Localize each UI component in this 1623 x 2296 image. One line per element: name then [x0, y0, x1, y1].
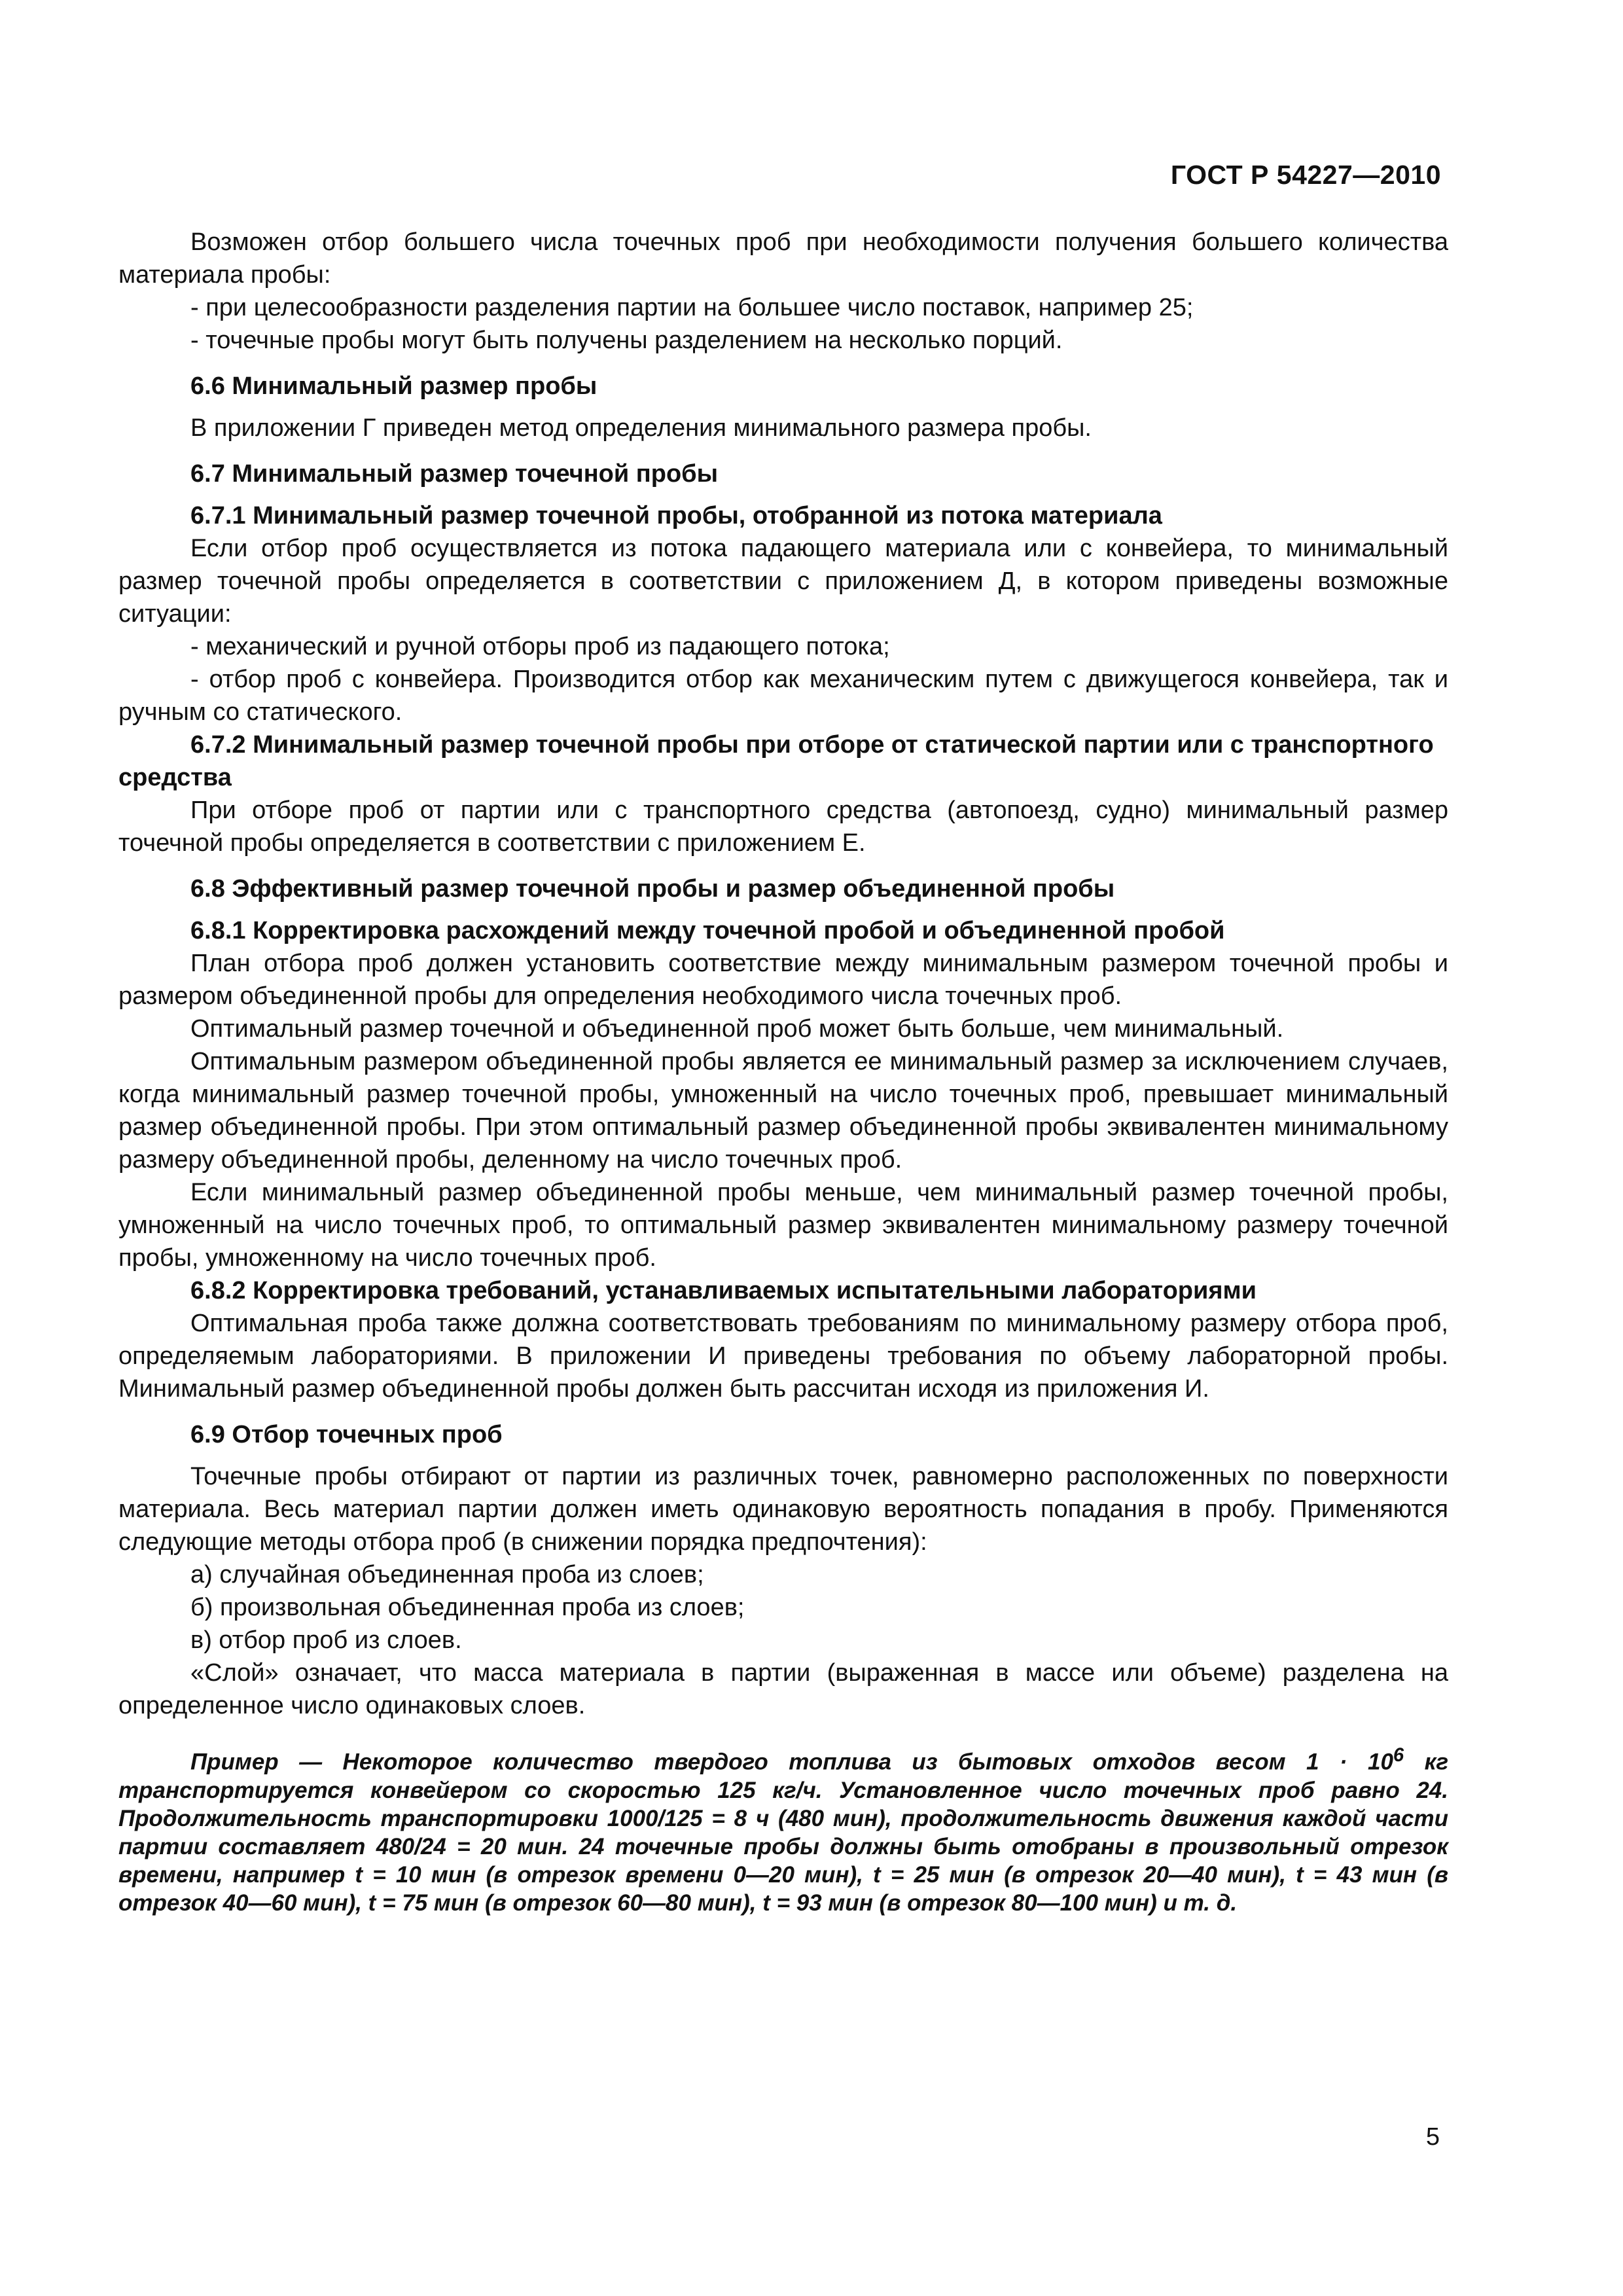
sampling-method-item: в) отбор проб из слоев. — [190, 1626, 462, 1654]
section-6-8-1-paragraph: План отбора проб должен установить соответствие между минимальным размером точечной пробы и размером объединенной пробы для определения необходимого числа точечных проб. — [118, 950, 1448, 1010]
section-heading-6-6: 6.6 Минимальный размер пробы — [190, 372, 597, 400]
sampling-method-item: б) произвольная объединенная проба из слоев; — [190, 1594, 745, 1621]
section-6-8-2-text: Оптимальная проба также должна соответствовать требованиям по минимальному размеру отбора проб, определяемым лабораториями. В приложении И приведены требования по объему лабораторной пробы. Минимальный размер объединенной пробы должен быть рассчитан исходя из приложения И. — [118, 1310, 1448, 1403]
layer-definition: «Слой» означает, что масса материала в партии (выраженная в массе или объеме) разделена на определенное число одинаковых слоев. — [118, 1659, 1448, 1719]
section-6-7-1-text: Если отбор проб осуществляется из потока падающего материала или с конвейера, то минимальный размер точечной пробы определяется в соответствии с приложением Д, в котором приведены возможные ситуации: — [118, 535, 1448, 628]
example-text-end: кг транспортируется конвейером со скоростью 125 кг/ч. Установленное число точечных проб равно 24. Продолжительность транспортировки 1000/125 = 8 ч (480 мин), продолжительность движения каждой части партии составляет 480/24 = 20 мин. 24 точечные пробы должны быть отобраны в произвольный отрезок времени, например t = 10 мин (в отрезок времени 0—20 мин), t = 25 мин (в отрезок 20—40 мин), t = 43 мин (в отрезок 40—60 мин), t = 75 мин (в отрезок 60—80 мин), t = 93 мин (в отрезок 80—100 мин) и т. д. — [118, 1749, 1448, 1916]
sampling-method-item: а) случайная объединенная проба из слоев; — [190, 1561, 704, 1588]
section-6-8-1-paragraph: Оптимальным размером объединенной пробы является ее минимальный размер за исключением случаев, когда минимальный размер точечной пробы, умноженный на число точечных проб, превышает минимальный размер объединенной пробы. При этом оптимальный размер объединенной пробы эквивалентен минимальному размеру объединенной пробы, деленному на число точечных проб. — [118, 1048, 1448, 1174]
section-6-7-1-list-item: - отбор проб с конвейера. Производится отбор как механическим путем с движущегося конвейера, так и ручным со статического. — [118, 666, 1448, 726]
section-heading-6-8-1: 6.8.1 Корректировка расхождений между точечной пробой и объединенной пробой — [190, 917, 1225, 944]
section-6-8-1-paragraph: Если минимальный размер объединенной пробы меньше, чем минимальный размер точечной пробы, умноженный на число точечных проб, то оптимальный размер эквивалентен минимальному размеру точечной пробы, умноженному на число точечных проб. — [118, 1179, 1448, 1272]
section-heading-6-9: 6.9 Отбор точечных проб — [190, 1421, 503, 1448]
page-number: 5 — [1425, 2123, 1440, 2151]
intro-list-item: - при целесообразности разделения партии на большее число поставок, например 25; — [190, 294, 1194, 321]
intro-list-item: - точечные пробы могут быть получены разделением на несколько порций. — [190, 327, 1063, 354]
section-6-9-text: Точечные пробы отбирают от партии из различных точек, равномерно расположенных по поверхности материала. Весь материал партии должен иметь одинаковую вероятность попадания в пробу. Применяются следующие методы отбора проб (в снижении порядка предпочтения): — [118, 1463, 1448, 1556]
section-heading-6-8-2: 6.8.2 Корректировка требований, устанавливаемых испытательными лабораториями — [190, 1277, 1257, 1304]
section-6-6-text: В приложении Г приведен метод определения минимального размера пробы. — [190, 414, 1092, 442]
example-note — [118, 1742, 1448, 1917]
page-body — [118, 226, 1448, 1917]
section-6-8-1-paragraph: Оптимальный размер точечной и объединенной проб может быть больше, чем минимальный. — [190, 1015, 1284, 1043]
section-heading-6-8: 6.8 Эффективный размер точечной пробы и размер объединенной пробы — [190, 875, 1115, 903]
section-6-7-1-list-item: - механический и ручной отборы проб из падающего потока; — [190, 633, 890, 660]
section-6-7-2-text: При отборе проб от партии или с транспортного средства (автопоезд, судно) минимальный размер точечной пробы определяется в соответствии с приложением Е. — [118, 797, 1448, 857]
section-heading-6-7-1: 6.7.1 Минимальный размер точечной пробы, отобранной из потока материала — [190, 502, 1162, 529]
example-text-start: Пример — Некоторое количество твердого топлива из бытовых отходов весом 1 · 10 — [190, 1749, 1393, 1775]
section-heading-6-7: 6.7 Минимальный размер точечной пробы — [190, 460, 719, 488]
example-exponent: 6 — [1393, 1745, 1404, 1766]
intro-paragraph: Возможен отбор большего числа точечных проб при необходимости получения большего количества материала пробы: — [118, 228, 1448, 289]
standard-id-header: ГОСТ Р 54227—2010 — [1170, 160, 1441, 190]
section-heading-6-7-2: 6.7.2 Минимальный размер точечной пробы при отборе от статической партии или с транспортного средства — [118, 731, 1434, 791]
